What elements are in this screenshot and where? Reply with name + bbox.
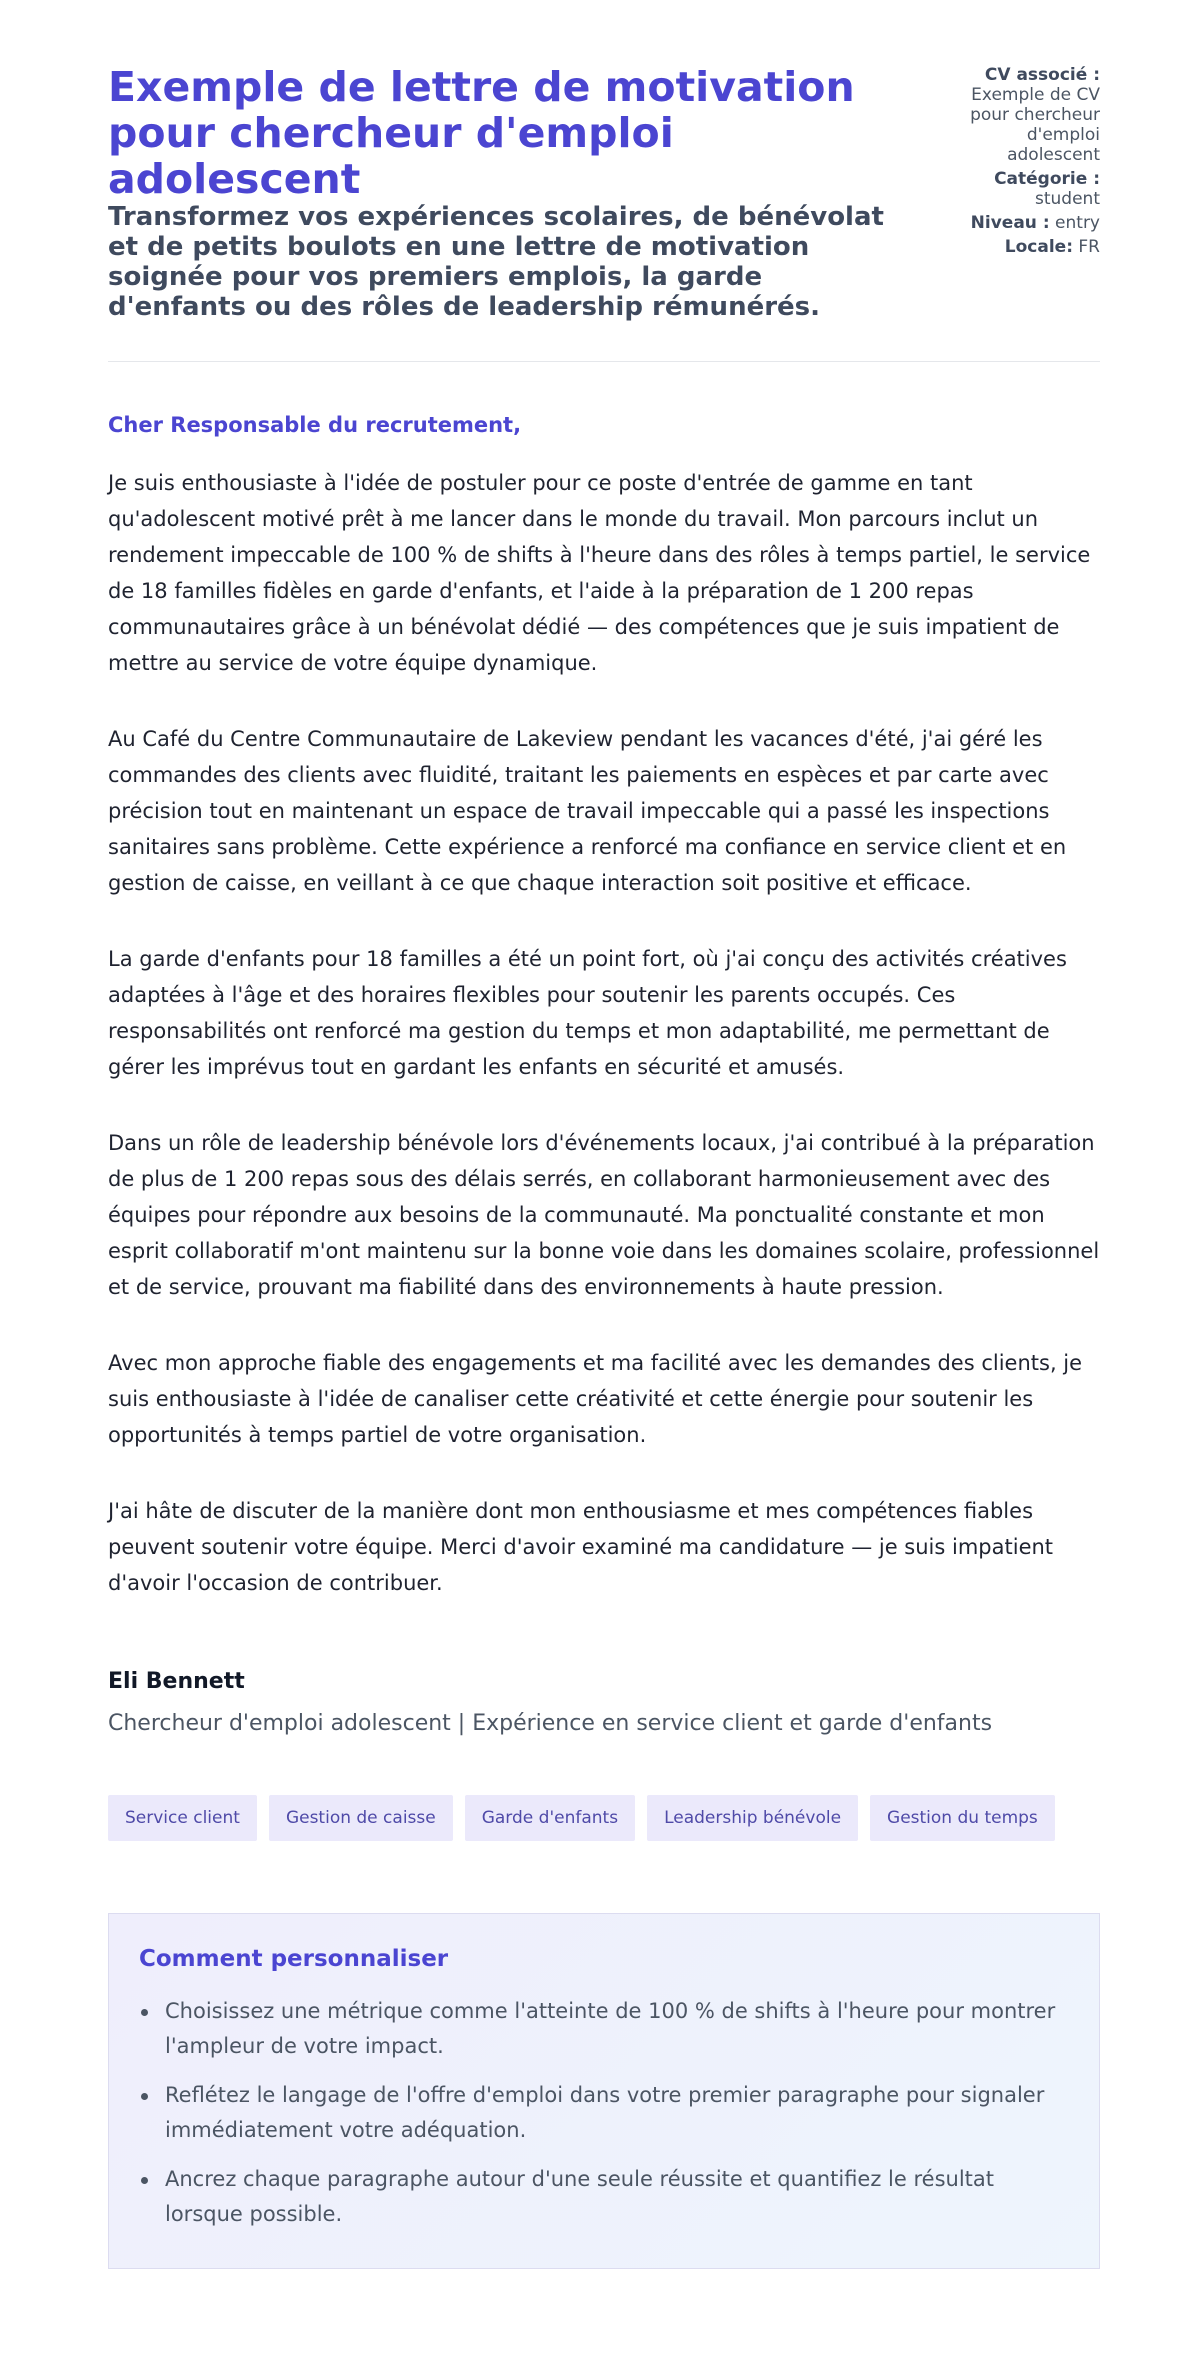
letter-body	[108, 410, 1100, 1601]
signature-title: Chercheur d'emploi adolescent | Expérience en service client et garde d'enfants	[108, 1711, 993, 1736]
bullet-icon	[141, 2093, 148, 2100]
tip-item	[139, 2162, 1069, 2232]
skill-tag: Gestion de caisse	[269, 1795, 453, 1841]
skill-tags	[108, 1795, 1100, 1841]
meta-category-value: student	[1035, 189, 1100, 209]
signature-name: Eli Bennett	[108, 1669, 245, 1694]
page-title: Exemple de lettre de motivation pour chercheur d'emploi adolescent	[108, 63, 855, 203]
cover-letter-page	[108, 0, 1100, 2269]
skill-tag: Gestion du temps	[870, 1795, 1055, 1841]
meta-locale	[950, 237, 1100, 257]
skill-tag: Service client	[108, 1795, 257, 1841]
title-block	[108, 64, 908, 322]
letter-paragraph: Au Café du Centre Communautaire de Lakeview pendant les vacances d'été, j'ai géré les commandes des clients avec fluidité, traitant les paiements en espèces et par carte avec précision tout en maintenant un espace de travail impeccable qui a passé les inspections sanitaires sans problème. Cette expérience a renforcé ma confiance en service client et en gestion de caisse, en veillant à ce que chaque interaction soit positive et efficace.	[108, 727, 1067, 895]
meta-level-label: Niveau :	[970, 213, 1050, 233]
meta-category	[950, 169, 1100, 209]
skill-tag: Garde d'enfants	[465, 1795, 635, 1841]
meta-level-value: entry	[1055, 213, 1100, 233]
letter-paragraph: Je suis enthousiaste à l'idée de postuler pour ce poste d'entrée de gamme en tant qu'adolescent motivé prêt à me lancer dans le monde du travail. Mon parcours inclut un rendement impeccable de 100 % de shifts à l'heure dans des rôles à temps partiel, le service de 18 familles fidèles en garde d'enfants, et l'aide à la préparation de 1 200 repas communautaires grâce à un bénévolat dédié — des compétences que je suis impatient de mettre au service de votre équipe dynamique.	[108, 471, 1091, 675]
page-header	[108, 0, 1100, 362]
tip-item	[139, 2078, 1069, 2148]
tip-text: Ancrez chaque paragraphe autour d'une seule réussite et quantifiez le résultat lorsque possible.	[165, 2167, 994, 2226]
signature-block	[108, 1667, 1100, 1739]
customization-tips-box	[108, 1913, 1100, 2269]
tip-item	[139, 1994, 1069, 2064]
letter-paragraph: Avec mon approche fiable des engagements et ma facilité avec les demandes des clients, je suis enthousiaste à l'idée de canaliser cette créativité et cette énergie pour soutenir les opportunités à temps partiel de votre organisation.	[108, 1351, 1083, 1447]
meta-locale-label: Locale:	[1004, 237, 1073, 257]
metadata-panel	[950, 65, 1100, 261]
meta-category-label: Catégorie :	[994, 169, 1100, 189]
skill-tag: Leadership bénévole	[647, 1795, 858, 1841]
bullet-icon	[141, 2177, 148, 2184]
tips-list	[139, 1994, 1069, 2232]
letter-paragraph: Dans un rôle de leadership bénévole lors d'événements locaux, j'ai contribué à la préparation de plus de 1 200 repas sous des délais serrés, en collaborant harmonieusement avec des équipes pour répondre aux besoins de la communauté. Ma ponctualité constante et mon esprit collaboratif m'ont maintenu sur la bonne voie dans les domaines scolaire, professionnel et de service, prouvant ma fiabilité dans des environnements à haute pression.	[108, 1131, 1100, 1299]
tip-text: Choisissez une métrique comme l'atteinte de 100 % de shifts à l'heure pour montrer l'ampleur de votre impact.	[165, 1999, 1056, 2058]
meta-related-cv-label: CV associé :	[984, 65, 1100, 85]
letter-paragraphs	[108, 465, 1100, 1601]
tip-text: Reflétez le langage de l'offre d'emploi dans votre premier paragraphe pour signaler immédiatement votre adéquation.	[165, 2083, 1045, 2142]
meta-locale-value: FR	[1078, 237, 1100, 257]
page-subtitle: Transformez vos expériences scolaires, de bénévolat et de petits boulots en une lettre de motivation soignée pour vos premiers emplois, la garde d'enfants ou des rôles de leadership rémunérés.	[108, 202, 884, 322]
meta-related-cv-value: Exemple de CV pour chercheur d'emploi adolescent	[970, 85, 1100, 165]
letter-paragraph: La garde d'enfants pour 18 familles a été un point fort, où j'ai conçu des activités créatives adaptées à l'âge et des horaires flexibles pour soutenir les parents occupés. Ces responsabilités ont renforcé ma gestion du temps et mon adaptabilité, me permettant de gérer les imprévus tout en gardant les enfants en sécurité et amusés.	[108, 947, 1067, 1079]
tips-title: Comment personnaliser	[139, 1946, 449, 1972]
letter-paragraph: J'ai hâte de discuter de la manière dont mon enthousiasme et mes compétences fiables peuvent soutenir votre équipe. Merci d'avoir examiné ma candidature — je suis impatient d'avoir l'occasion de contribuer.	[108, 1499, 1054, 1595]
letter-greeting: Cher Responsable du recrutement,	[108, 413, 522, 437]
meta-related-cv	[950, 65, 1100, 165]
bullet-icon	[141, 2009, 148, 2016]
meta-level	[950, 213, 1100, 233]
